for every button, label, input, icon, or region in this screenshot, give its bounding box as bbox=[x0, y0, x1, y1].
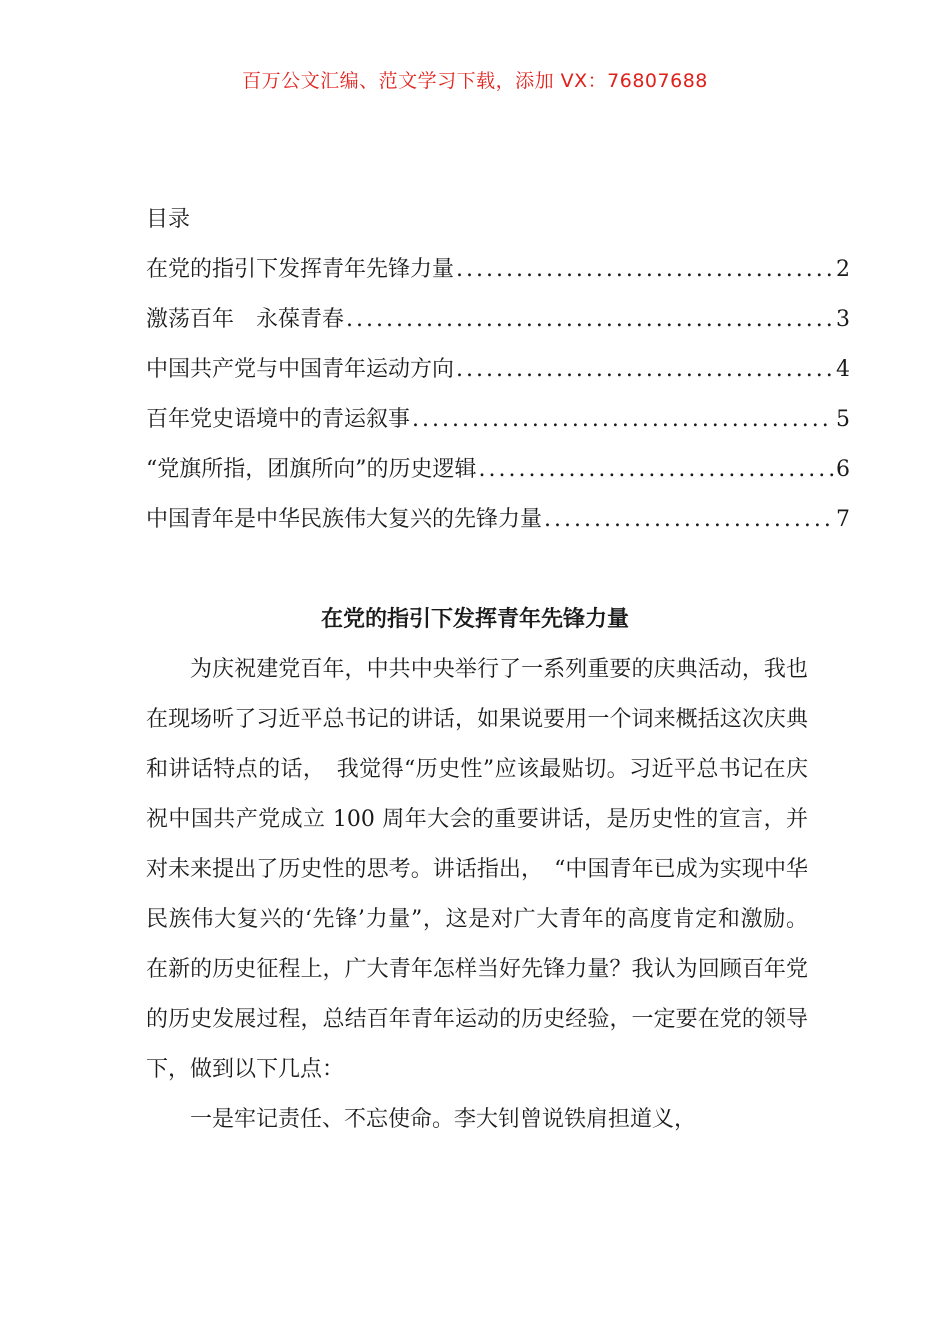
toc-entry-title: 中国共产党与中国青年运动方向 bbox=[146, 357, 455, 382]
article-paragraph: 一是牢记责任、不忘使命。李大钊曾说铁肩担道义， bbox=[190, 1107, 697, 1132]
header-banner: 百万公文汇编、范文学习下载，添加 VX：76807688 bbox=[242, 70, 708, 92]
toc-entry bbox=[146, 400, 850, 450]
toc-leader-dots bbox=[544, 500, 834, 540]
toc-entry-title: 百年党史语境中的青运叙事 bbox=[146, 407, 411, 432]
article-body bbox=[146, 645, 808, 1145]
toc-entry-page: 2 bbox=[836, 257, 850, 282]
toc-leader-dots bbox=[456, 350, 834, 390]
toc-entry-title: 激荡百年 永葆青春 bbox=[146, 307, 345, 332]
toc-entry-page: 7 bbox=[836, 507, 850, 532]
table-of-contents bbox=[146, 200, 850, 550]
toc-entry-page: 4 bbox=[836, 357, 850, 382]
toc-entry bbox=[146, 350, 850, 400]
toc-entry bbox=[146, 250, 850, 300]
toc-leader-dots bbox=[456, 250, 834, 290]
toc-entry bbox=[146, 450, 850, 500]
toc-entry bbox=[146, 300, 850, 350]
toc-entry-page: 3 bbox=[836, 307, 850, 332]
article-title: 在党的指引下发挥青年先锋力量 bbox=[320, 607, 629, 632]
article-paragraph: 为庆祝建党百年，中共中央举行了一系列重要的庆典活动，我也在现场听了习近平总书记的讲话，如果说要用一个词来概括这次庆典和讲话特点的话， 我觉得“历史性”应该最贴切。习近平总书记在庆祝中国共产党成立 100 周年大会的重要讲话，是历史性的宣言，并对未来提出了历史性的思考。讲话指出， “中国青年已成为实现中华民族伟大复兴的‘先锋’力量”，这是对广大青年的高度肯定和激励。在新的历史征程上，广大青年怎样当好先锋力量？我认为回顾百年党的历史发展过程，总结百年青年运动的历史经验，一定要在党的领导下，做到以下几点： bbox=[146, 657, 808, 1082]
toc-entry bbox=[146, 500, 850, 550]
toc-title: 目录 bbox=[146, 207, 191, 232]
toc-leader-dots bbox=[479, 450, 835, 490]
toc-entry-page: 6 bbox=[836, 457, 850, 482]
toc-leader-dots bbox=[412, 400, 834, 440]
toc-entry-page: 5 bbox=[836, 407, 850, 432]
toc-leader-dots bbox=[346, 300, 834, 340]
toc-entry-title: 在党的指引下发挥青年先锋力量 bbox=[146, 257, 455, 282]
toc-entry-title: 中国青年是中华民族伟大复兴的先锋力量 bbox=[146, 507, 543, 532]
toc-entry-title: “党旗所指，团旗所向”的历史逻辑 bbox=[146, 457, 477, 482]
